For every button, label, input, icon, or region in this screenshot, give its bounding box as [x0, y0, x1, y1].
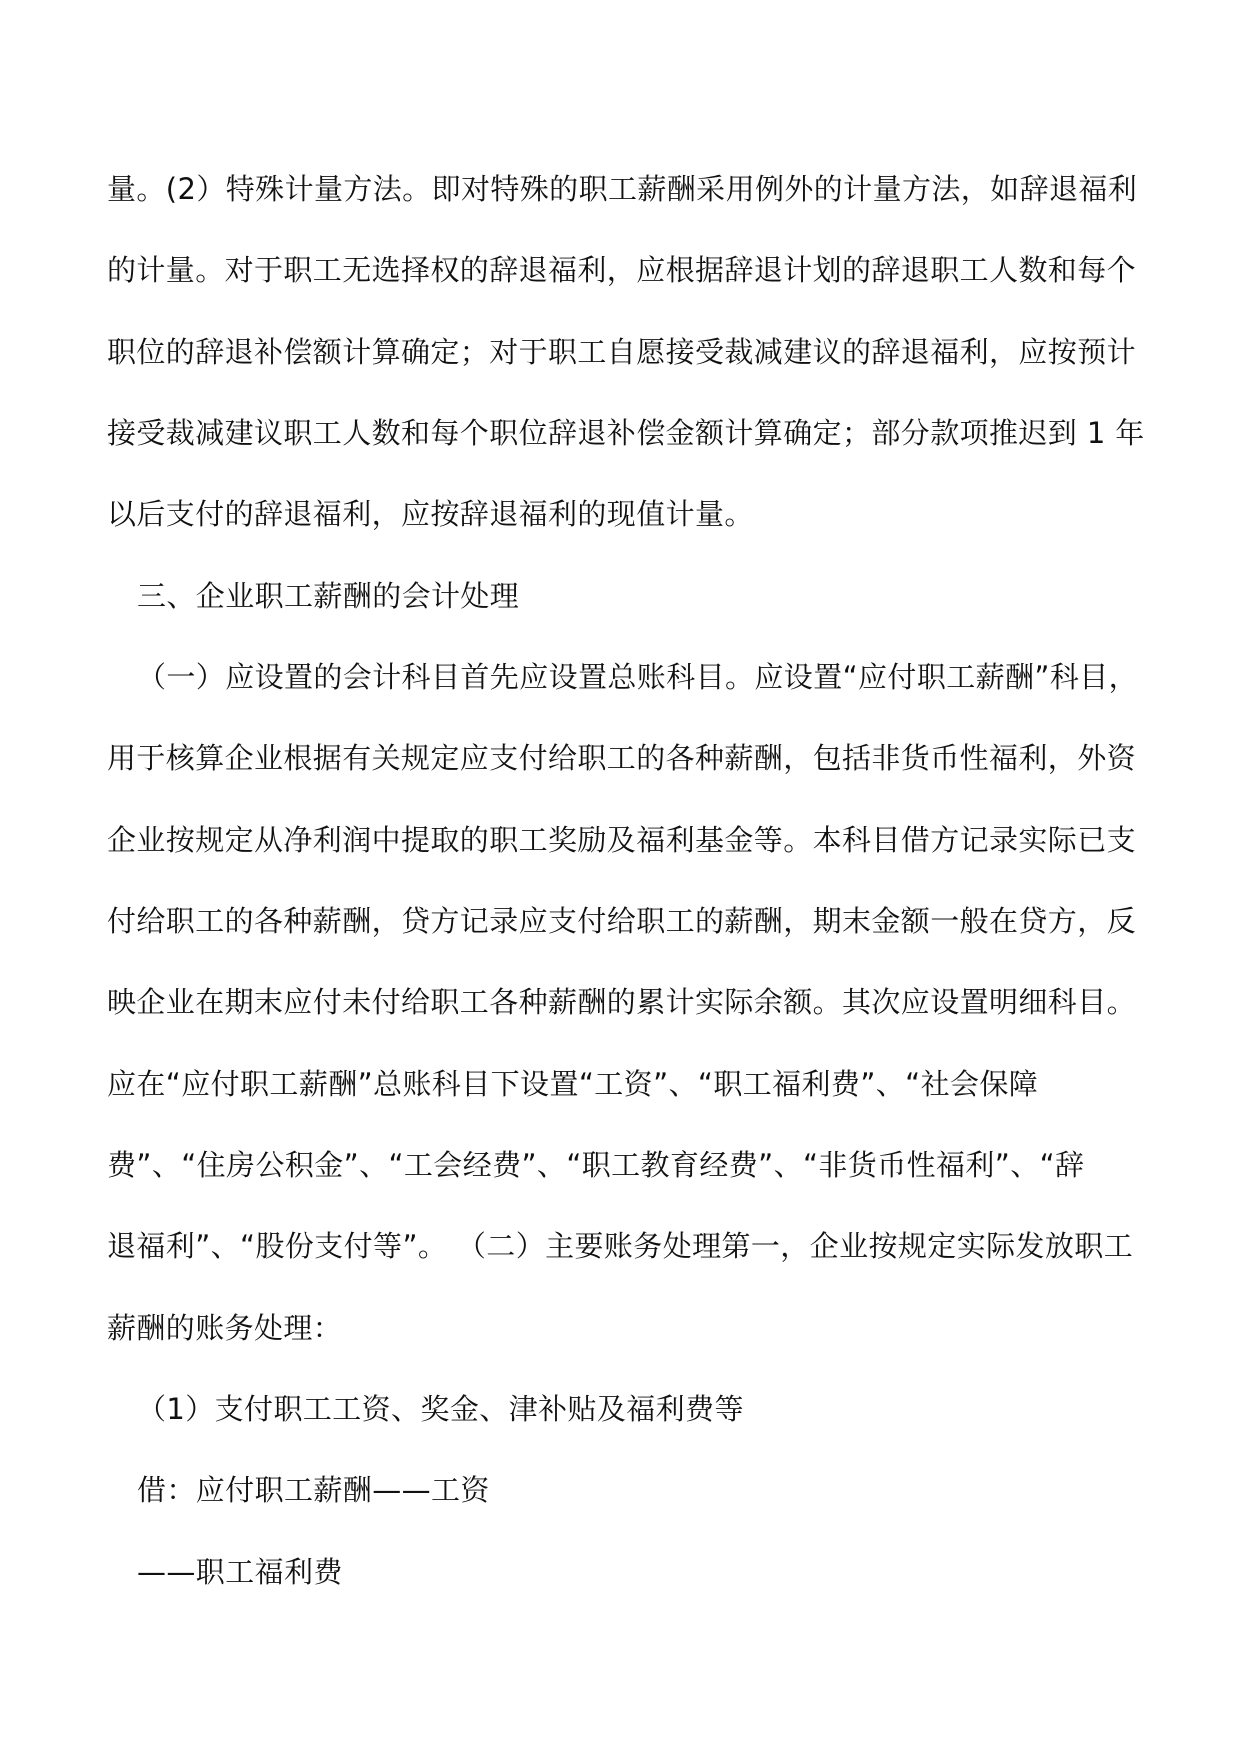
- paragraph-line: 映企业在期末应付未付给职工各种薪酬的累计实际余额。其次应设置明细科目。: [107, 985, 1137, 1019]
- paragraph-line: 职位的辞退补偿额计算确定；对于职工自愿接受裁减建议的辞退福利，应按预计: [107, 335, 1137, 369]
- paragraph-line: 企业按规定从净利润中提取的职工奖励及福利基金等。本科目借方记录实际已支: [107, 823, 1137, 857]
- paragraph-line: 退福利”、“股份支付等”。 （二）主要账务处理第一，企业按规定实际发放职工: [107, 1229, 1134, 1263]
- paragraph-line: （一）应设置的会计科目首先应设置总账科目。应设置“应付职工薪酬”科目，: [137, 660, 1139, 694]
- paragraph-line: 量。(2）特殊计量方法。即对特殊的职工薪酬采用例外的计量方法，如辞退福利: [107, 172, 1138, 206]
- paragraph-line: 以后支付的辞退福利，应按辞退福利的现值计量。: [107, 497, 754, 531]
- paragraph-line: 薪酬的账务处理：: [107, 1311, 343, 1345]
- paragraph-line: 接受裁减建议职工人数和每个职位辞退补偿金额计算确定；部分款项推迟到 1 年: [107, 416, 1145, 450]
- journal-entry-line: 借：应付职工薪酬——工资: [137, 1473, 490, 1507]
- paragraph-line: 应在“应付职工薪酬”总账科目下设置“工资”、“职工福利费”、“社会保障: [107, 1067, 1039, 1101]
- paragraph-line: 费”、“住房公积金”、“工会经费”、“职工教育经费”、“非货币性福利”、“辞: [107, 1148, 1085, 1182]
- paragraph-line: 的计量。对于职工无选择权的辞退福利，应根据辞退计划的辞退职工人数和每个: [107, 253, 1137, 287]
- list-item: （1）支付职工工资、奖金、津补贴及福利费等: [137, 1392, 744, 1426]
- paragraph-line: 用于核算企业根据有关规定应支付给职工的各种薪酬，包括非货币性福利，外资: [107, 741, 1137, 775]
- section-heading: 三、企业职工薪酬的会计处理: [137, 579, 520, 613]
- paragraph-line: 付给职工的各种薪酬，贷方记录应支付给职工的薪酬，期末金额一般在贷方，反: [107, 904, 1137, 938]
- journal-entry-line: ——职工福利费: [137, 1555, 343, 1589]
